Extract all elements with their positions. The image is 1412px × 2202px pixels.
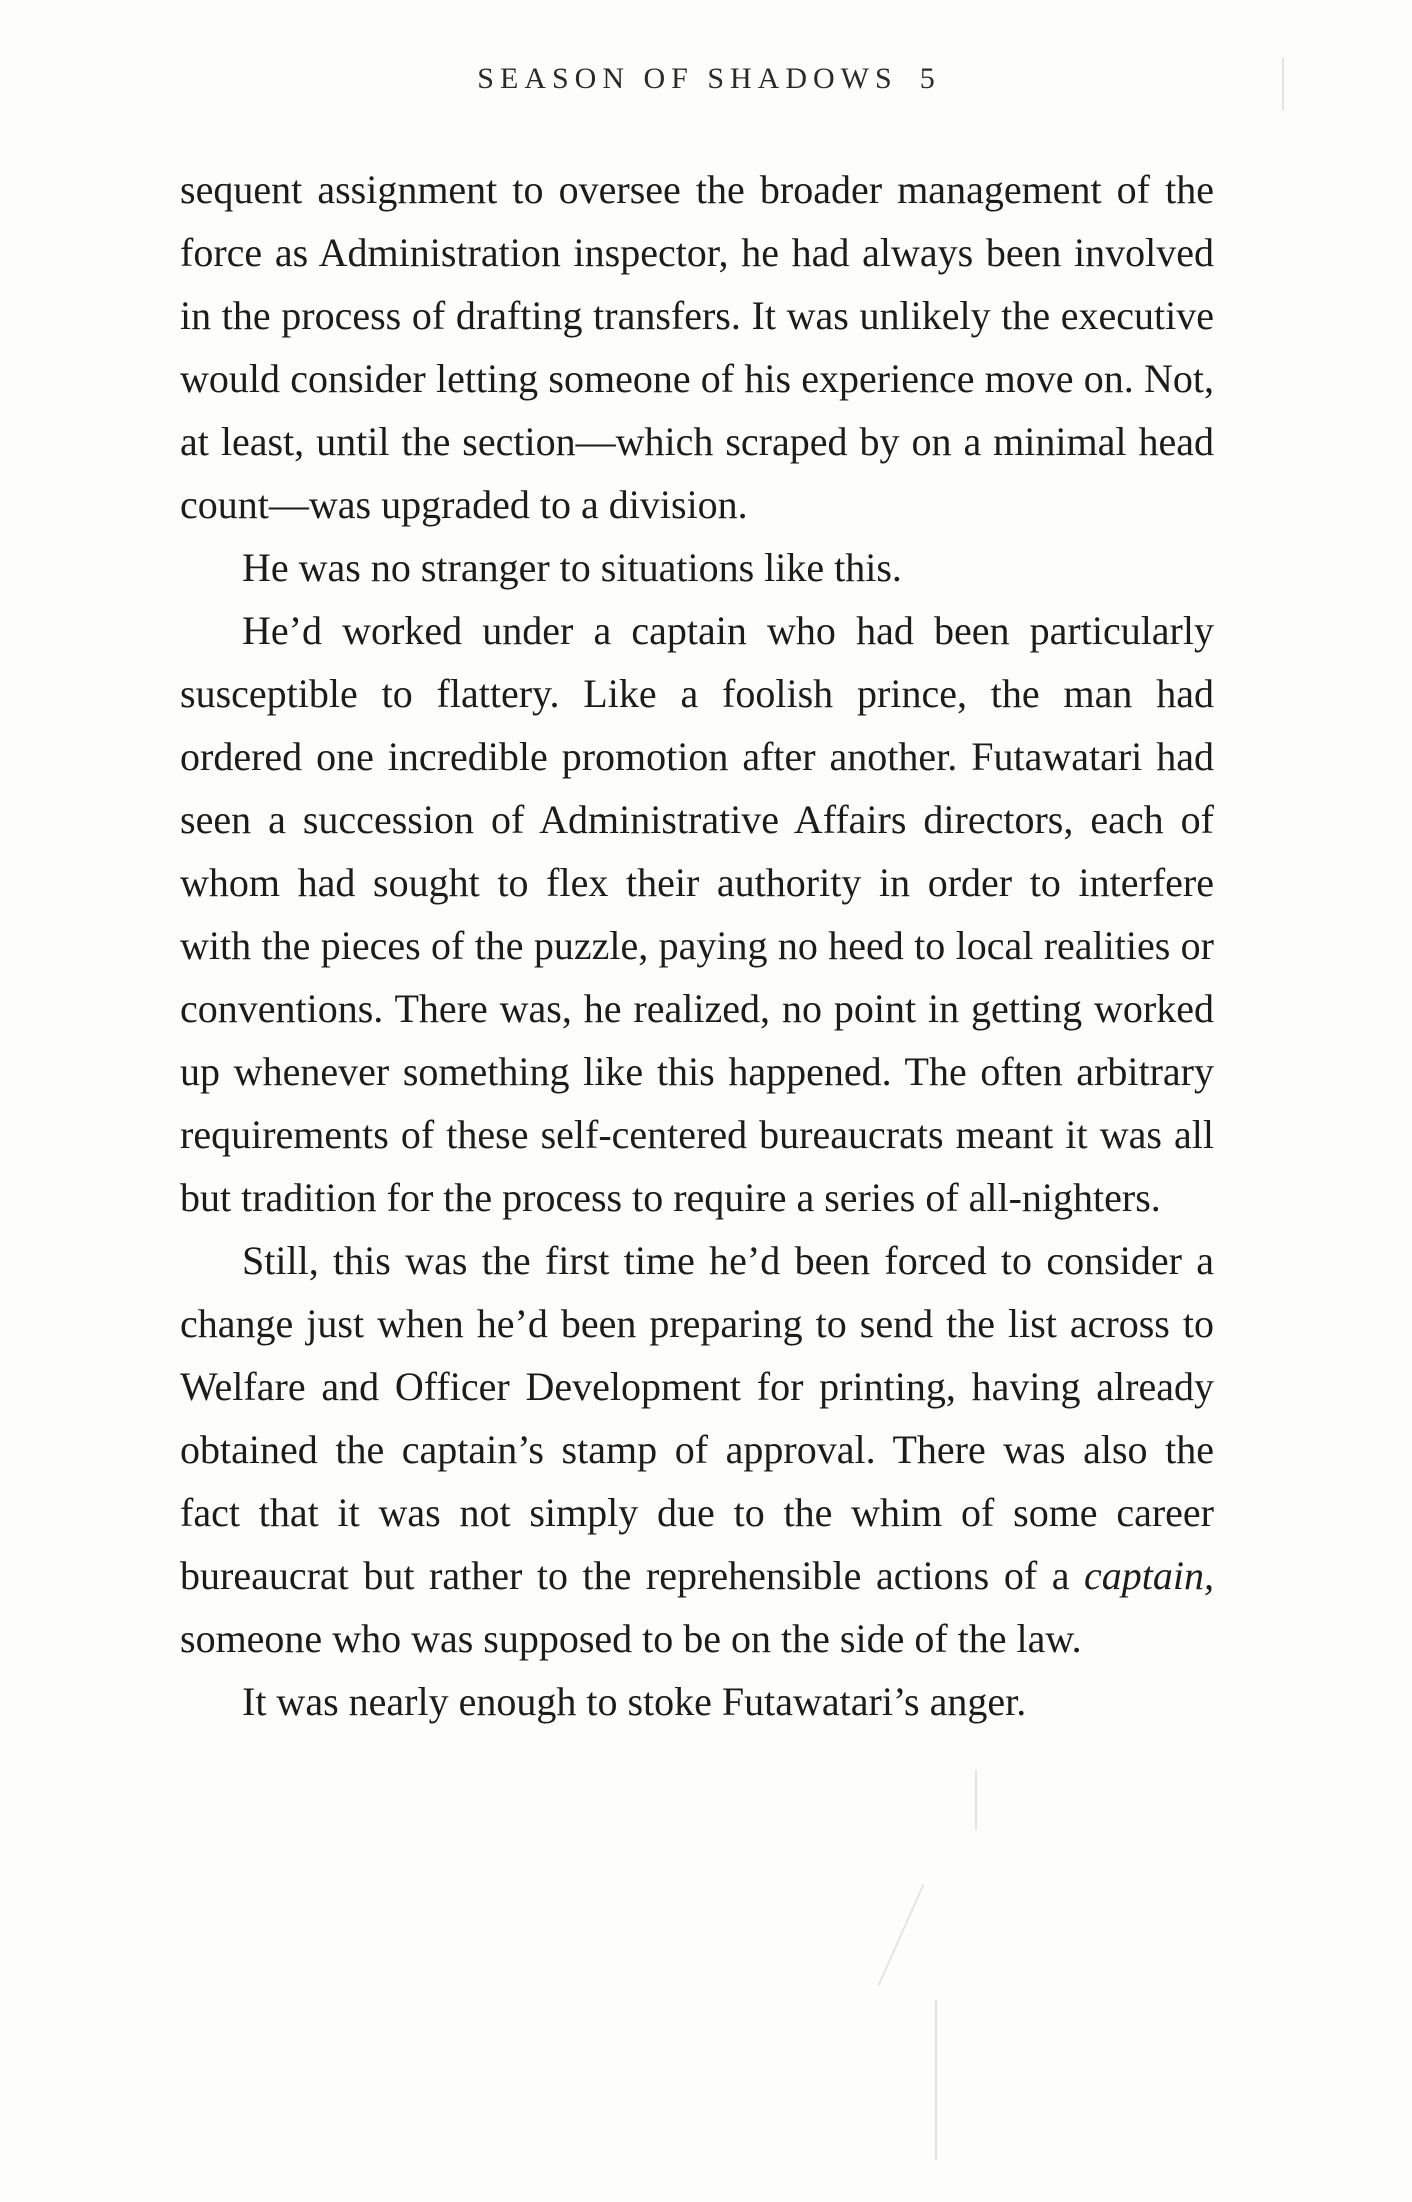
paragraph: It was nearly enough to stoke Futawatari’s anger.	[242, 1679, 1027, 1724]
scan-mark	[878, 1884, 925, 1985]
scan-mark	[975, 1770, 977, 1830]
paragraph	[180, 1229, 1214, 1670]
page-number: 5	[919, 62, 935, 95]
running-head	[0, 62, 1412, 96]
paragraph: He was no stranger to situations like this.	[242, 545, 902, 590]
paragraph-continued: sequent assignment to oversee the broader management of the force as Administration inspector, he had always been involved in the process of drafting transfers. It was unlikely the executive would consider letting someone of his experience move on. Not, at least, until the section—which scraped by on a minimal head count—was upgraded to a division.	[180, 167, 1214, 527]
paragraph-text: Still, this was the first time he’d been forced to consider a change just when he’d been preparing to send the list across to Welfare and Officer Development for printing, having already obtained the captain’s stamp of approval. There was also the fact that it was not simply due to the whim of some career bureaucrat but rather to the reprehensible actions of a	[180, 1238, 1214, 1598]
scan-mark	[935, 2000, 937, 2160]
paragraph-text: someone who was supposed to be on the side of the law.	[180, 1616, 1082, 1661]
body-text	[180, 158, 1214, 1733]
paragraph: He’d worked under a captain who had been particularly susceptible to flattery. Like a foolish prince, the man had ordered one incredible promotion after another. Futawatari had seen a succession of Administrative Affairs directors, each of whom had sought to flex their authority in order to interfere with the pieces of the puzzle, paying no heed to local realities or conventions. There was, he realized, no point in getting worked up whenever something like this happened. The often arbitrary requirements of these self-centered bureaucrats meant it was all but tradition for the process to require a series of all-nighters.	[180, 608, 1214, 1220]
book-title: SEASON OF SHADOWS	[477, 62, 898, 95]
emphasis-text: captain,	[1084, 1553, 1214, 1598]
